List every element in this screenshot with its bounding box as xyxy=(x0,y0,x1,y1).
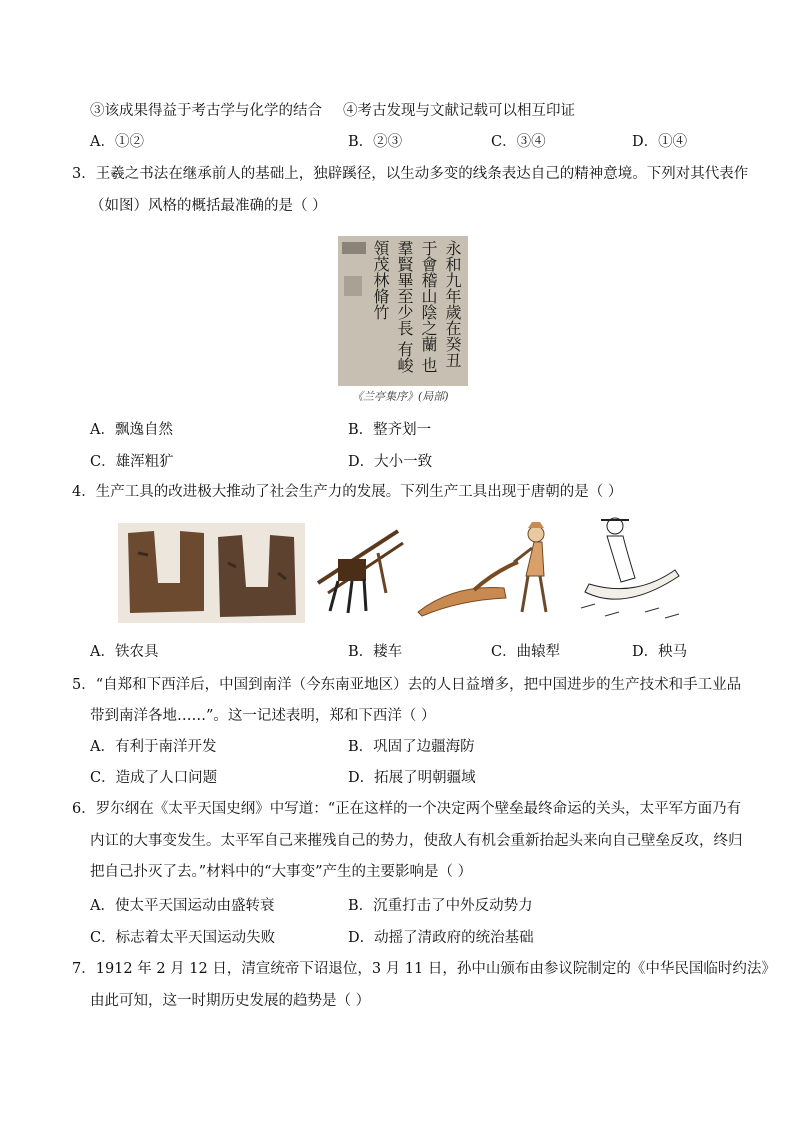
q6-option-a: A．使太平天国运动由盛转衰 xyxy=(90,898,275,914)
q6-option-c: C．标志着太平天国运动失败 xyxy=(90,930,276,946)
q3-option-c: C．雄浑粗犷 xyxy=(90,454,174,470)
q4-option-c: C．曲辕犁 xyxy=(491,644,561,660)
q4-option-a: A．铁农具 xyxy=(90,644,159,660)
q4-option-b: B．耧车 xyxy=(348,644,403,660)
q6-stem-line2: 内讧的大事变发生。太平军自己来摧残自己的势力，使敌人有机会重新抬起头来向自己壁垒反攻，终归 xyxy=(90,833,743,849)
q6-option-b: B．沉重打击了中外反动势力 xyxy=(348,898,533,914)
q7-stem-line2: 由此可知，这一时期历史发展的趋势是（ ） xyxy=(90,993,371,1009)
calligraphy-image xyxy=(338,236,468,386)
q4-stem: 4．生产工具的改进极大推动了社会生产力的发展。下列生产工具出现于唐朝的是（ ） xyxy=(72,484,623,500)
calligraphy-caption: 《兰亭集序》(局部) xyxy=(352,390,449,403)
q5-stem-line1: 5．“自郑和下西洋后，中国到南洋（今东南亚地区）去的人日益增多，把中国进步的生产技术和手工业品 xyxy=(72,677,742,693)
q2-option-d: D．①④ xyxy=(632,134,688,150)
q6-stem-line3: 把自己扑灭了去。”材料中的“大事变”产生的主要影响是（ ） xyxy=(90,864,473,880)
curved-plow-drawing xyxy=(414,512,574,624)
q2-option-a: A．①② xyxy=(90,134,144,150)
q3-stem-line1: 3．王羲之书法在继承前人的基础上，独辟蹊径，以生动多变的线条表达自己的精神意境。下列对其代表作 xyxy=(72,166,749,182)
seed-drill-drawing xyxy=(308,523,408,623)
q4-option-d: D．秧马 xyxy=(632,644,688,660)
seed-drill-image xyxy=(308,523,408,623)
q2-option-c: C．③④ xyxy=(491,134,546,150)
q5-option-a: A．有利于南洋开发 xyxy=(90,739,217,755)
q5-option-c: C．造成了人口问题 xyxy=(90,770,218,786)
q5-option-b: B．巩固了边疆海防 xyxy=(348,739,475,755)
calligraphy-col-4: 有峻領茂林脩竹 xyxy=(371,240,414,374)
q5-option-d: D．拓展了明朝疆域 xyxy=(348,770,476,786)
q6-option-d: D．动摇了清政府的统治基础 xyxy=(348,930,534,946)
calligraphy-col-2: 于會稽山陰之蘭 xyxy=(419,240,438,352)
q3-option-a: A．飘逸自然 xyxy=(90,422,173,438)
calligraphy-col-3: 也羣賢畢至少長 xyxy=(395,240,438,374)
curved-plow-image xyxy=(414,512,574,624)
q5-stem-line2: 带到南洋各地……”。这一记述表明，郑和下西洋（ ） xyxy=(90,708,436,724)
rice-transplanter-image xyxy=(575,512,685,624)
q6-stem-line1: 6．罗尔纲在《太平天国史纲》中写道：“正在这样的一个决定两个壁垒最终命运的关头，太平军方面乃有 xyxy=(72,801,742,817)
q7-stem-line1: 7．1912 年 2 月 12 日，清宣统帝下诏退位，3 月 11 日，孙中山颁布由参议院制定的《中华民国临时约法》 xyxy=(72,961,776,977)
q2-option-b: B．②③ xyxy=(348,134,403,150)
q3-option-b: B．整齐划一 xyxy=(348,422,432,438)
calligraphy-col-1: 永和九年歲在癸丑 xyxy=(443,240,462,368)
q3-option-d: D．大小一致 xyxy=(348,454,433,470)
q3-stem-line2: （如图）风格的概括最准确的是（ ） xyxy=(90,198,327,214)
iron-tools-image xyxy=(118,523,305,623)
q2-statement-3: ③该成果得益于考古学与化学的结合 xyxy=(90,103,322,119)
q2-statement-4: ④考古发现与文献记载可以相互印证 xyxy=(343,103,575,119)
calligraphy-text xyxy=(368,240,464,386)
iron-tools-drawing xyxy=(118,523,305,623)
rice-transplanter-drawing xyxy=(575,512,685,624)
